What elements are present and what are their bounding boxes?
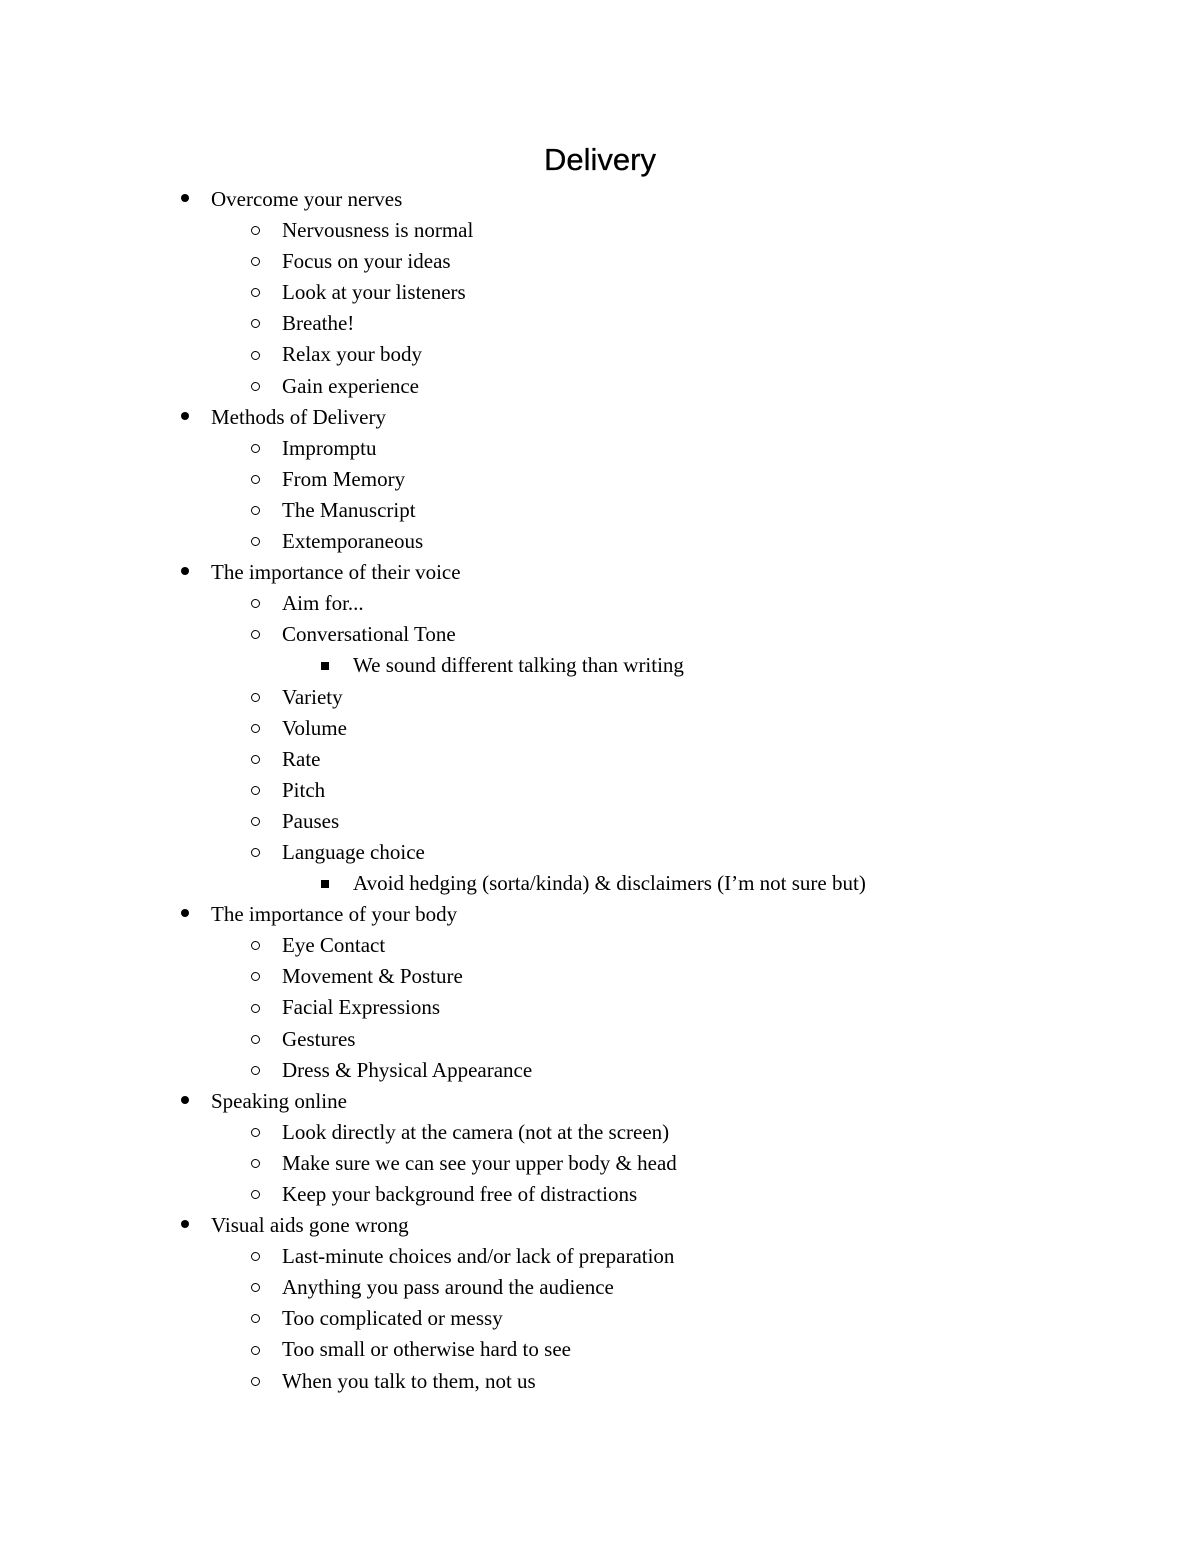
filled-circle-bullet-icon: [175, 1210, 195, 1241]
outline-item-level-2: [0, 1148, 1200, 1179]
outline-item-text: When you talk to them, not us: [282, 1368, 536, 1393]
filled-circle-bullet-icon: [175, 1086, 195, 1117]
hollow-circle-bullet-icon: [245, 682, 265, 713]
square-bullet-icon: [315, 868, 335, 899]
hollow-circle-bullet-icon: [245, 837, 265, 868]
outline-item-text: Volume: [282, 715, 347, 740]
outline-item-text: The importance of their voice: [211, 560, 461, 585]
outline-item-level-2: [0, 588, 1200, 619]
hollow-circle-bullet-icon: [245, 215, 265, 246]
outline-item-level-1: [0, 1210, 1200, 1241]
outline-item-text: Last-minute choices and/or lack of preparation: [282, 1244, 675, 1269]
outline-item-text: Facial Expressions: [282, 995, 441, 1020]
outline-item-level-1: [0, 899, 1200, 930]
outline-item-text: Breathe!: [282, 311, 355, 336]
hollow-circle-bullet-icon: [245, 526, 265, 557]
outline-item-text: The Manuscript: [282, 497, 416, 522]
outline-item-level-1: [0, 184, 1200, 215]
outline-item-level-2: [0, 930, 1200, 961]
hollow-circle-bullet-icon: [245, 775, 265, 806]
outline-item-level-2: [0, 1334, 1200, 1365]
outline-item-text: Extemporaneous: [282, 529, 424, 554]
outline-item-level-2: [0, 1272, 1200, 1303]
outline-item-level-1: [0, 557, 1200, 588]
outline-item-text: Language choice: [282, 839, 425, 864]
outline-item-level-2: [0, 464, 1200, 495]
outline-item-level-2: [0, 215, 1200, 246]
outline-item-level-2: [0, 277, 1200, 308]
outline-item-level-2: [0, 775, 1200, 806]
hollow-circle-bullet-icon: [245, 277, 265, 308]
outline-item-text: Eye Contact: [282, 933, 386, 958]
outline-item-text: Relax your body: [282, 342, 422, 367]
outline-item-text: Too small or otherwise hard to see: [282, 1337, 571, 1362]
hollow-circle-bullet-icon: [245, 308, 265, 339]
outline-item-level-2: [0, 495, 1200, 526]
hollow-circle-bullet-icon: [245, 246, 265, 277]
outline-item-text: Focus on your ideas: [282, 249, 451, 274]
hollow-circle-bullet-icon: [245, 1179, 265, 1210]
outline-item-text: Speaking online: [211, 1088, 347, 1113]
outline-item-text: Look at your listeners: [282, 280, 466, 305]
outline-item-level-2: [0, 1366, 1200, 1397]
outline-item-text: Dress & Physical Appearance: [282, 1057, 533, 1082]
outline-item-level-2: [0, 371, 1200, 402]
outline-item-level-2: [0, 308, 1200, 339]
hollow-circle-bullet-icon: [245, 713, 265, 744]
hollow-circle-bullet-icon: [245, 1241, 265, 1272]
outline-item-level-2: [0, 806, 1200, 837]
outline-item-level-2: [0, 837, 1200, 868]
outline-list: [0, 184, 1200, 1397]
outline-item-text: The importance of your body: [211, 902, 458, 927]
outline-item-text: Methods of Delivery: [211, 404, 386, 429]
outline-item-level-2: [0, 1179, 1200, 1210]
outline-item-level-2: [0, 682, 1200, 713]
hollow-circle-bullet-icon: [245, 744, 265, 775]
filled-circle-bullet-icon: [175, 184, 195, 215]
outline-item-level-2: [0, 246, 1200, 277]
outline-item-text: Impromptu: [282, 435, 377, 460]
hollow-circle-bullet-icon: [245, 1024, 265, 1055]
outline-item-text: Movement & Posture: [282, 964, 463, 989]
hollow-circle-bullet-icon: [245, 1366, 265, 1397]
outline-item-level-2: [0, 1241, 1200, 1272]
outline-item-text: Gestures: [282, 1026, 356, 1051]
outline-item-text: Too complicated or messy: [282, 1306, 503, 1331]
outline-item-level-1: [0, 402, 1200, 433]
hollow-circle-bullet-icon: [245, 992, 265, 1023]
outline-item-text: From Memory: [282, 466, 406, 491]
outline-item-text: Visual aids gone wrong: [211, 1213, 409, 1238]
hollow-circle-bullet-icon: [245, 619, 265, 650]
filled-circle-bullet-icon: [175, 557, 195, 588]
outline-item-level-2: [0, 339, 1200, 370]
outline-item-level-3: [0, 650, 1200, 681]
outline-item-text: Gain experience: [282, 373, 420, 398]
hollow-circle-bullet-icon: [245, 1334, 265, 1365]
hollow-circle-bullet-icon: [245, 1055, 265, 1086]
outline-item-level-2: [0, 1024, 1200, 1055]
hollow-circle-bullet-icon: [245, 495, 265, 526]
outline-item-text: Variety: [282, 684, 343, 709]
hollow-circle-bullet-icon: [245, 1303, 265, 1334]
outline-item-level-2: [0, 1117, 1200, 1148]
outline-item-level-2: [0, 713, 1200, 744]
square-bullet-icon: [315, 650, 335, 681]
outline-item-level-2: [0, 433, 1200, 464]
outline-item-level-2: [0, 961, 1200, 992]
outline-item-text: Keep your background free of distractions: [282, 1182, 638, 1206]
hollow-circle-bullet-icon: [245, 464, 265, 495]
outline-item-level-3: [0, 868, 1200, 899]
outline-item-level-2: [0, 1303, 1200, 1334]
outline-item-text: Pauses: [282, 808, 340, 833]
outline-item-text: Conversational Tone: [282, 622, 456, 647]
outline-item-text: Anything you pass around the audience: [282, 1275, 614, 1300]
outline-item-text: Nervousness is normal: [282, 218, 474, 243]
hollow-circle-bullet-icon: [245, 930, 265, 961]
outline-item-text: Aim for...: [282, 591, 364, 616]
document-title: Delivery: [544, 142, 656, 177]
hollow-circle-bullet-icon: [245, 806, 265, 837]
outline-item-level-2: [0, 992, 1200, 1023]
outline-item-text: Rate: [282, 746, 321, 771]
hollow-circle-bullet-icon: [245, 1272, 265, 1303]
hollow-circle-bullet-icon: [245, 371, 265, 402]
hollow-circle-bullet-icon: [245, 1117, 265, 1148]
outline-item-level-2: [0, 744, 1200, 775]
hollow-circle-bullet-icon: [245, 339, 265, 370]
outline-item-level-1: [0, 1086, 1200, 1117]
hollow-circle-bullet-icon: [245, 1148, 265, 1179]
filled-circle-bullet-icon: [175, 402, 195, 433]
outline-item-level-2: [0, 526, 1200, 557]
filled-circle-bullet-icon: [175, 899, 195, 930]
hollow-circle-bullet-icon: [245, 588, 265, 619]
outline-item-text: Pitch: [282, 777, 326, 802]
outline-item-level-2: [0, 619, 1200, 650]
outline-item-text: We sound different talking than writing: [353, 653, 684, 678]
hollow-circle-bullet-icon: [245, 961, 265, 992]
outline-item-text: Avoid hedging (sorta/kinda) & disclaimers (I’m not sure but): [353, 871, 866, 896]
outline-item-level-2: [0, 1055, 1200, 1086]
hollow-circle-bullet-icon: [245, 433, 265, 464]
outline-item-text: Overcome your nerves: [211, 187, 403, 211]
outline-item-text: Look directly at the camera (not at the screen): [282, 1119, 670, 1144]
outline-item-text: Make sure we can see your upper body & head: [282, 1150, 677, 1175]
